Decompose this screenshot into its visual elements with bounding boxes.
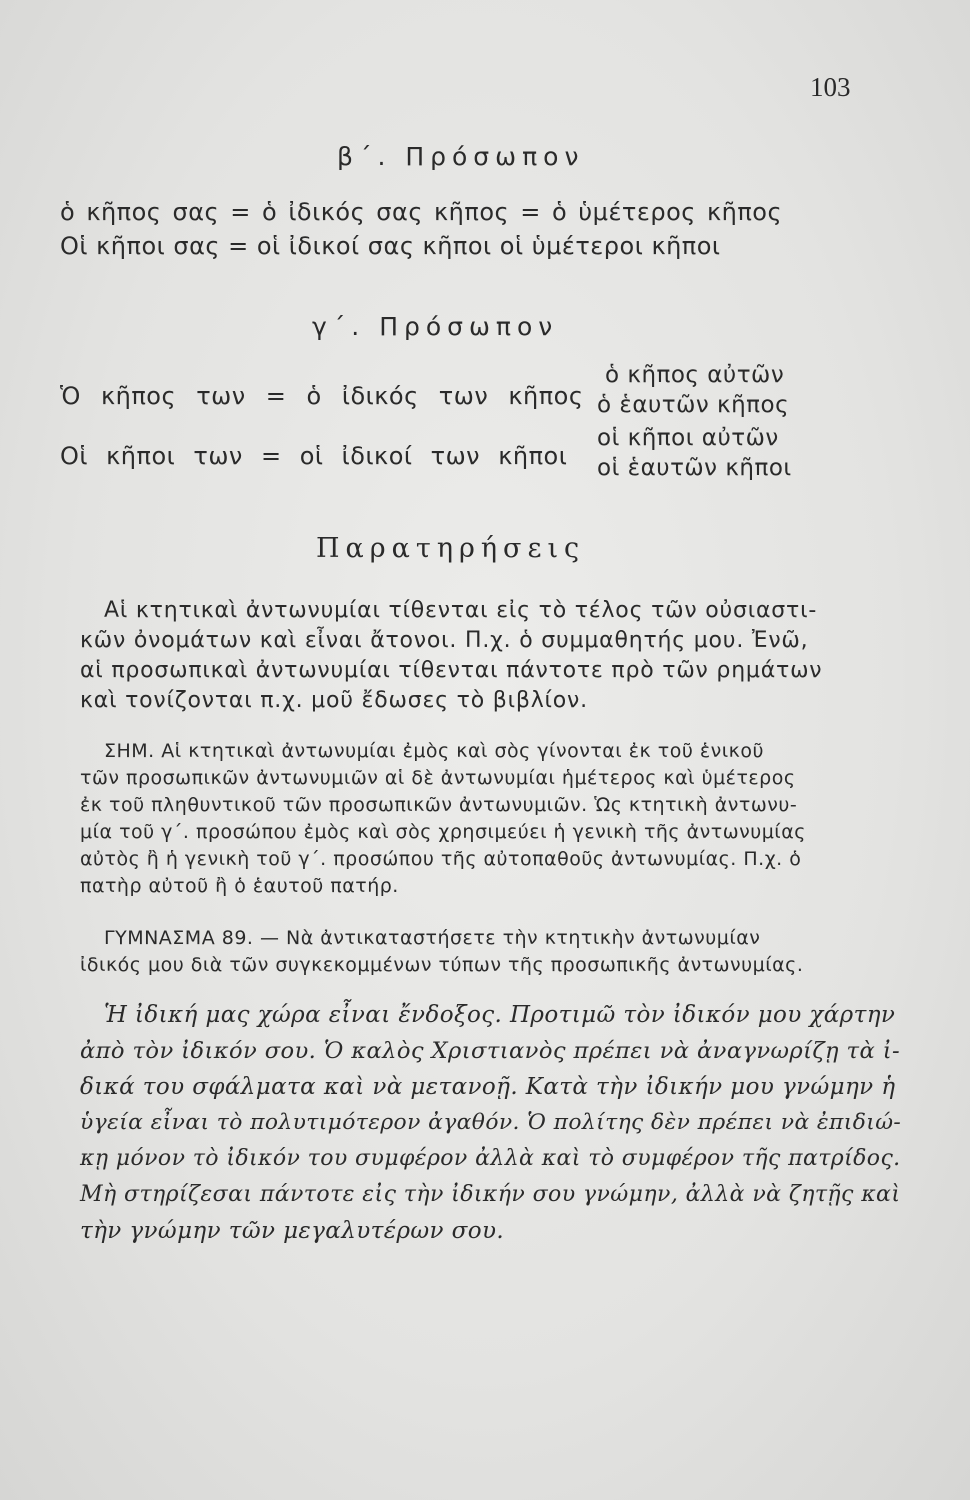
text-line-1: Ἡ ἰδική μας χώρα εἶναι ἔνδοξος. Προτιμῶ τὸν ἰδικόν μου χάρτην xyxy=(104,1002,896,1028)
text-line-7: τὴν γνώμην τῶν μεγαλυτέρων σου. xyxy=(80,1218,505,1244)
section-c-row1-left: Ὁ κῆπος των = ὁ ἰδικός των κῆπος xyxy=(60,382,584,410)
observations-heading: Παρατηρήσεις xyxy=(316,533,586,564)
section-c-row1-right-1: ὁ κῆπος αὐτῶν xyxy=(605,362,785,388)
observations-line-2: κῶν ὀνομάτων καὶ εἶναι ἄτονοι. Π.χ. ὁ συμμαθητής μου. Ἐνῶ, xyxy=(80,628,809,653)
note-line-1: ΣΗΜ. Αἱ κτητικαὶ ἀντωνυμίαι ἐμὸς καὶ σὸς γίνονται ἐκ τοῦ ἑνικοῦ xyxy=(104,740,764,762)
text-line-4: ὑγεία εἶναι τὸ πολυτιμότερον ἀγαθόν. Ὁ πολίτης δὲν πρέπει νὰ ἐπιδιώ- xyxy=(80,1110,902,1135)
observations-line-3: αἱ προσωπικαὶ ἀντωνυμίαι τίθενται πάντοτε πρὸ τῶν ρημάτων xyxy=(80,658,823,683)
observations-line-4: καὶ τονίζονται π.χ. μοῦ ἔδωσες τὸ βιβλίον. xyxy=(80,688,588,713)
note-line-6: πατὴρ αὐτοῦ ἢ ὁ ἑαυτοῦ πατήρ. xyxy=(80,875,399,897)
text-line-6: Μὴ στηρίζεσαι πάντοτε εἰς τὴν ἰδικήν σου γνώμην, ἀλλὰ νὰ ζητῇς καὶ xyxy=(80,1182,901,1207)
exercise-line-2: ἰδικός μου διὰ τῶν συγκεκομμένων τύπων τῆς προσωπικῆς ἀντωνυμίας. xyxy=(80,954,804,976)
note-line-3: ἐκ τοῦ πληθυντικοῦ τῶν προσωπικῶν ἀντωνυμιῶν. Ὡς κτητικὴ ἀντωνυ- xyxy=(80,794,798,816)
section-b-heading: β΄. Πρόσωπον xyxy=(337,142,585,171)
text-line-2: ἀπὸ τὸν ἰδικόν σου. Ὁ καλὸς Χριστιανὸς πρέπει νὰ ἀναγνωρίζῃ τὰ ἰ- xyxy=(80,1038,900,1064)
observations-line-1: Αἱ κτητικαὶ ἀντωνυμίαι τίθενται εἰς τὸ τέλος τῶν οὐσιαστι- xyxy=(104,598,818,623)
note-line-5: αὐτὸς ἢ ἡ γενικὴ τοῦ γ΄. προσώπου τῆς αὐτοπαθοῦς ἀντωνυμίας. Π.χ. ὁ xyxy=(80,848,802,870)
section-b-line-2: Οἱ κῆποι σας = οἱ ἰδικοί σας κῆποι οἱ ὑμέτεροι κῆποι xyxy=(60,232,721,260)
section-b-line-1: ὁ κῆπος σας = ὁ ἰδικός σας κῆπος = ὁ ὑμέτερος κῆπος xyxy=(60,198,783,226)
section-c-row2-left: Οἱ κῆποι των = οἱ ἰδικοί των κῆποι xyxy=(60,442,568,470)
section-c-row1-right-2: ὁ ἑαυτῶν κῆπος xyxy=(597,392,790,418)
text-line-5: κῃ μόνον τὸ ἰδικόν του συμφέρον ἀλλὰ καὶ τὸ συμφέρον τῆς πατρίδος. xyxy=(80,1146,901,1171)
page-number: 103 xyxy=(810,72,851,102)
note-line-2: τῶν προσωπικῶν ἀντωνυμιῶν αἱ δὲ ἀντωνυμίαι ἡμέτερος καὶ ὑμέτερος xyxy=(80,767,796,789)
section-c-row2-right-1: οἱ κῆποι αὐτῶν xyxy=(597,425,779,451)
section-c-heading: γ΄. Πρόσωπον xyxy=(312,312,559,341)
note-line-4: μία τοῦ γ΄. προσώπου ἐμὸς καὶ σὸς χρησιμεύει ἡ γενικὴ τῆς ἀντωνυμίας xyxy=(80,821,806,843)
text-line-3: δικά του σφάλματα καὶ νὰ μετανοῇ. Κατὰ τὴν ἰδικήν μου γνώμην ἡ xyxy=(80,1074,896,1100)
section-c-row2-right-2: οἱ ἑαυτῶν κῆποι xyxy=(597,455,792,481)
exercise-line-1: ΓΥΜΝΑΣΜΑ 89. — Νὰ ἀντικαταστήσετε τὴν κτητικὴν ἀντωνυμίαν xyxy=(104,927,761,949)
